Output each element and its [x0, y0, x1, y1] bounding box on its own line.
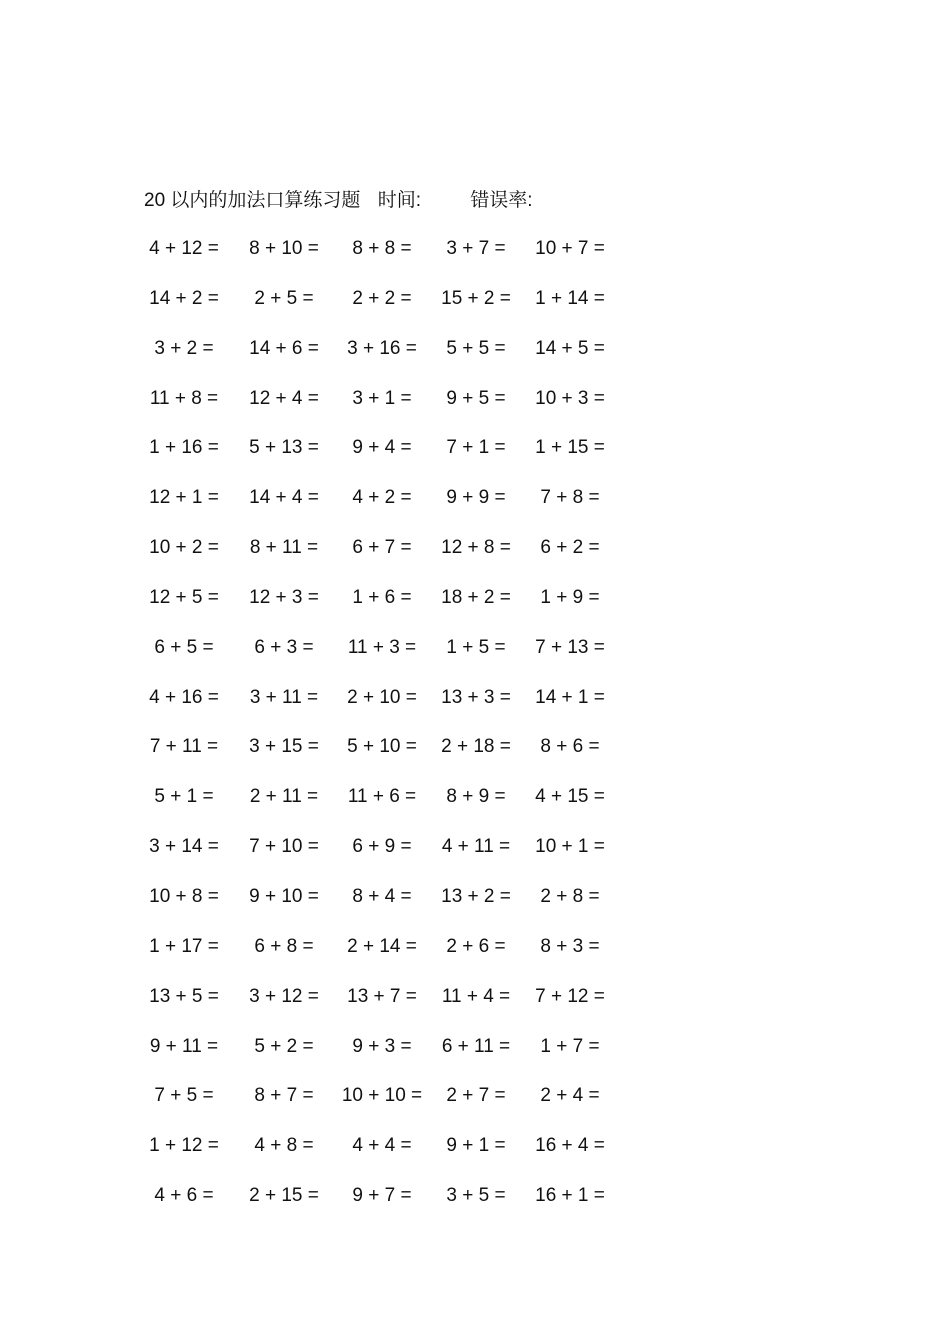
- problem-item: 7 + 12 =: [535, 985, 605, 1007]
- problem-item: 1 + 5 =: [446, 636, 506, 658]
- problem-item: 12 + 8 =: [441, 537, 511, 559]
- problem-item: 12 + 5 =: [149, 586, 219, 608]
- problem-item: 4 + 6 =: [154, 1185, 214, 1207]
- problem-row: [0, 980, 950, 1030]
- problem-item: 3 + 16 =: [347, 337, 417, 359]
- problem-item: 2 + 8 =: [540, 885, 600, 907]
- problem-row: [0, 631, 950, 681]
- worksheet-header: [144, 186, 533, 216]
- problem-item: 11 + 3 =: [347, 636, 417, 658]
- problem-item: 6 + 2 =: [540, 537, 600, 559]
- problem-item: 4 + 8 =: [254, 1135, 314, 1157]
- problem-row: [0, 382, 950, 432]
- problem-item: 1 + 17 =: [149, 935, 219, 957]
- problem-item: 10 + 2 =: [149, 537, 219, 559]
- problem-item: 2 + 15 =: [249, 1185, 319, 1207]
- time-label: 时间:: [377, 190, 421, 211]
- problem-item: 6 + 8 =: [254, 935, 314, 957]
- problem-item: 10 + 3 =: [535, 387, 605, 409]
- problem-item: 2 + 11 =: [249, 786, 319, 808]
- problem-item: 7 + 8 =: [540, 487, 600, 509]
- problem-item: 11 + 8 =: [149, 387, 219, 409]
- error-rate-label: 错误率:: [470, 190, 533, 211]
- problem-item: 14 + 2 =: [149, 287, 219, 309]
- problem-item: 1 + 14 =: [535, 287, 605, 309]
- problem-row: [0, 232, 950, 282]
- problem-item: 16 + 4 =: [535, 1135, 605, 1157]
- problem-item: 5 + 13 =: [249, 437, 319, 459]
- problem-item: 4 + 2 =: [352, 487, 412, 509]
- problem-item: 8 + 3 =: [540, 935, 600, 957]
- problem-item: 10 + 7 =: [535, 238, 605, 259]
- problem-item: 4 + 11 =: [441, 836, 511, 858]
- problem-item: 14 + 4 =: [249, 487, 319, 509]
- problem-item: 1 + 7 =: [540, 1035, 600, 1057]
- problem-row: [0, 1129, 950, 1179]
- problem-item: 2 + 4 =: [540, 1085, 600, 1107]
- problem-row: [0, 681, 950, 731]
- problem-row: [0, 1079, 950, 1129]
- problem-row: [0, 930, 950, 980]
- problem-grid: [0, 232, 950, 1229]
- problem-item: 14 + 1 =: [535, 686, 605, 708]
- problem-item: 14 + 6 =: [249, 337, 319, 359]
- problem-item: 8 + 11 =: [249, 537, 319, 559]
- problem-item: 3 + 7 =: [446, 238, 506, 259]
- problem-item: 3 + 5 =: [446, 1185, 506, 1207]
- problem-item: 7 + 10 =: [249, 836, 319, 858]
- problem-item: 15 + 2 =: [441, 287, 511, 309]
- problem-item: 3 + 14 =: [149, 836, 219, 858]
- problem-row: [0, 332, 950, 382]
- problem-item: 2 + 2 =: [352, 287, 412, 309]
- problem-item: 7 + 5 =: [154, 1085, 214, 1107]
- problem-item: 2 + 18 =: [441, 736, 511, 758]
- problem-item: 8 + 4 =: [352, 885, 412, 907]
- problem-row: [0, 531, 950, 581]
- problem-item: 14 + 5 =: [535, 337, 605, 359]
- problem-row: [0, 830, 950, 880]
- problem-row: [0, 481, 950, 531]
- worksheet-title: 20 以内的加法口算练习题: [144, 190, 361, 211]
- problem-item: 12 + 1 =: [149, 487, 219, 509]
- problem-item: 8 + 8 =: [352, 238, 412, 259]
- problem-item: 16 + 1 =: [535, 1185, 605, 1207]
- problem-item: 5 + 2 =: [254, 1035, 314, 1057]
- problem-item: 7 + 11 =: [149, 736, 219, 758]
- problem-item: 9 + 1 =: [446, 1135, 506, 1157]
- problem-item: 9 + 4 =: [352, 437, 412, 459]
- problem-item: 2 + 6 =: [446, 935, 506, 957]
- problem-item: 12 + 3 =: [249, 586, 319, 608]
- problem-item: 18 + 2 =: [441, 586, 511, 608]
- problem-item: 9 + 5 =: [446, 387, 506, 409]
- problem-item: 13 + 3 =: [441, 686, 511, 708]
- problem-item: 4 + 4 =: [352, 1135, 412, 1157]
- problem-item: 1 + 12 =: [149, 1135, 219, 1157]
- problem-item: 2 + 7 =: [446, 1085, 506, 1107]
- problem-row: [0, 730, 950, 780]
- problem-item: 8 + 9 =: [446, 786, 506, 808]
- problem-row: [0, 1030, 950, 1080]
- problem-item: 8 + 7 =: [254, 1085, 314, 1107]
- problem-item: 4 + 16 =: [149, 686, 219, 708]
- problem-item: 6 + 11 =: [441, 1035, 511, 1057]
- problem-item: 13 + 5 =: [149, 985, 219, 1007]
- problem-item: 5 + 1 =: [154, 786, 214, 808]
- problem-item: 5 + 5 =: [446, 337, 506, 359]
- problem-item: 10 + 1 =: [535, 836, 605, 858]
- problem-item: 2 + 5 =: [254, 287, 314, 309]
- problem-item: 9 + 10 =: [249, 885, 319, 907]
- problem-item: 10 + 8 =: [149, 885, 219, 907]
- problem-item: 9 + 7 =: [352, 1185, 412, 1207]
- problem-item: 12 + 4 =: [249, 387, 319, 409]
- problem-item: 1 + 9 =: [540, 586, 600, 608]
- problem-item: 1 + 15 =: [535, 437, 605, 459]
- problem-item: 8 + 10 =: [249, 238, 319, 259]
- problem-item: 11 + 4 =: [441, 985, 511, 1007]
- problem-row: [0, 431, 950, 481]
- problem-item: 4 + 12 =: [149, 238, 219, 259]
- problem-item: 6 + 5 =: [154, 636, 214, 658]
- problem-item: 4 + 15 =: [535, 786, 605, 808]
- problem-item: 5 + 10 =: [347, 736, 417, 758]
- problem-item: 6 + 9 =: [352, 836, 412, 858]
- problem-item: 9 + 3 =: [352, 1035, 412, 1057]
- problem-item: 13 + 7 =: [347, 985, 417, 1007]
- problem-item: 1 + 16 =: [149, 437, 219, 459]
- problem-item: 3 + 1 =: [352, 387, 412, 409]
- problem-item: 2 + 14 =: [347, 935, 417, 957]
- problem-item: 7 + 1 =: [446, 437, 506, 459]
- problem-row: [0, 780, 950, 830]
- problem-item: 6 + 3 =: [254, 636, 314, 658]
- problem-row: [0, 880, 950, 930]
- problem-item: 2 + 10 =: [347, 686, 417, 708]
- problem-item: 3 + 15 =: [249, 736, 319, 758]
- problem-row: [0, 282, 950, 332]
- problem-item: 13 + 2 =: [441, 885, 511, 907]
- problem-row: [0, 581, 950, 631]
- problem-item: 9 + 11 =: [149, 1035, 219, 1057]
- problem-item: 1 + 6 =: [352, 586, 412, 608]
- problem-item: 9 + 9 =: [446, 487, 506, 509]
- problem-item: 8 + 6 =: [540, 736, 600, 758]
- problem-item: 7 + 13 =: [535, 636, 605, 658]
- problem-item: 11 + 6 =: [347, 786, 417, 808]
- problem-item: 3 + 11 =: [249, 686, 319, 708]
- problem-row: [0, 1179, 950, 1229]
- problem-item: 3 + 12 =: [249, 985, 319, 1007]
- problem-item: 6 + 7 =: [352, 537, 412, 559]
- problem-item: 3 + 2 =: [154, 337, 214, 359]
- problem-item: 10 + 10 =: [341, 1085, 423, 1107]
